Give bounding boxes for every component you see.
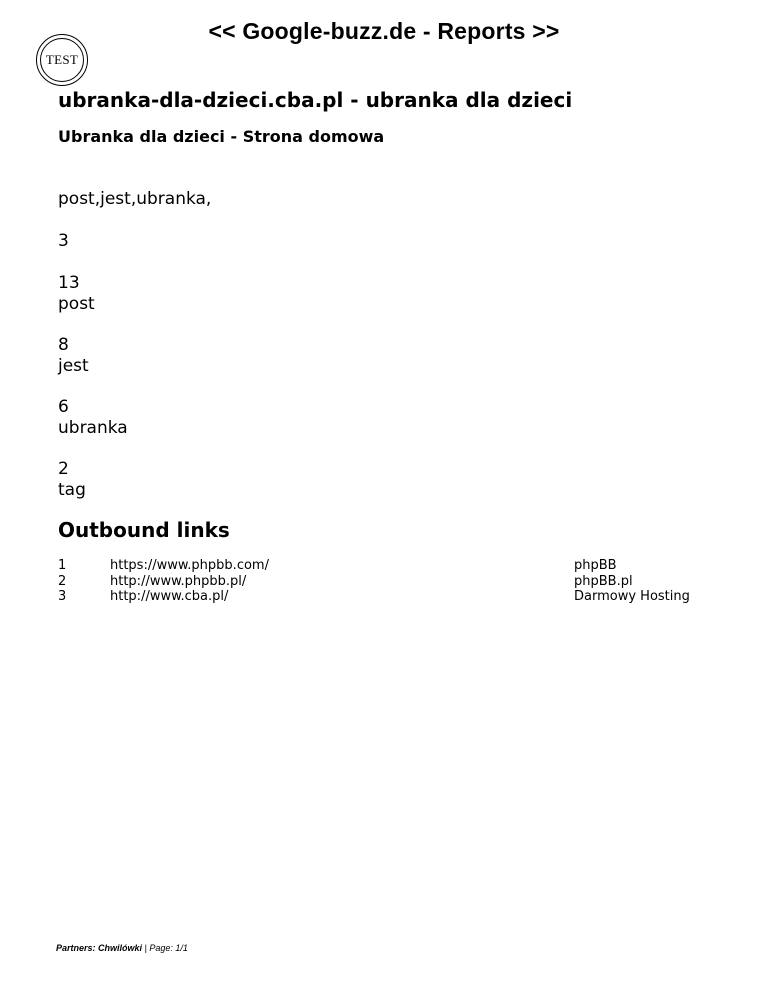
keyword-count: 3 — [58, 231, 69, 251]
footer-separator: | — [142, 943, 150, 953]
link-number: 3 — [58, 589, 67, 604]
keyword-stat-count: 13 — [58, 273, 80, 293]
keyword-stat — [58, 335, 89, 377]
test-stamp — [36, 34, 88, 86]
keyword-stat — [58, 459, 86, 501]
keyword-stat-word: ubranka — [58, 418, 128, 438]
table-row — [58, 558, 718, 574]
link-number: 1 — [58, 558, 67, 573]
keyword-list: post,jest,ubranka, — [58, 189, 212, 209]
link-label: phpBB.pl — [574, 573, 633, 589]
link-number: 2 — [58, 573, 67, 589]
keyword-stat-word: tag — [58, 480, 86, 500]
test-stamp-label: TEST — [40, 38, 84, 82]
keyword-stat-word: post — [58, 294, 95, 314]
report-header-title: << Google-buzz.de - Reports >> — [208, 18, 560, 44]
keyword-stat — [58, 273, 95, 315]
outbound-links-table — [58, 558, 718, 605]
page-subtitle: Ubranka dla dzieci - Strona domowa — [58, 127, 385, 146]
keyword-stat-word: jest — [58, 356, 89, 376]
page-footer — [56, 943, 188, 953]
table-row — [58, 574, 718, 590]
link-url[interactable]: http://www.cba.pl/ — [110, 589, 229, 604]
outbound-links-heading: Outbound links — [58, 518, 230, 542]
keyword-stat-count: 2 — [58, 459, 69, 479]
link-label: Darmowy Hosting — [574, 589, 690, 604]
link-url[interactable]: https://www.phpbb.com/ — [110, 558, 269, 573]
keyword-stat — [58, 397, 128, 439]
footer-partners[interactable]: Partners: Chwilówki — [56, 943, 143, 953]
keyword-stat-count: 6 — [58, 397, 69, 417]
table-row — [58, 589, 718, 605]
footer-page-number: Page: 1/1 — [149, 943, 188, 953]
keyword-stat-count: 8 — [58, 335, 69, 355]
link-url[interactable]: http://www.phpbb.pl/ — [110, 573, 247, 589]
page-title: ubranka-dla-dzieci.cba.pl - ubranka dla dzieci — [58, 88, 573, 112]
link-label: phpBB — [574, 558, 617, 573]
